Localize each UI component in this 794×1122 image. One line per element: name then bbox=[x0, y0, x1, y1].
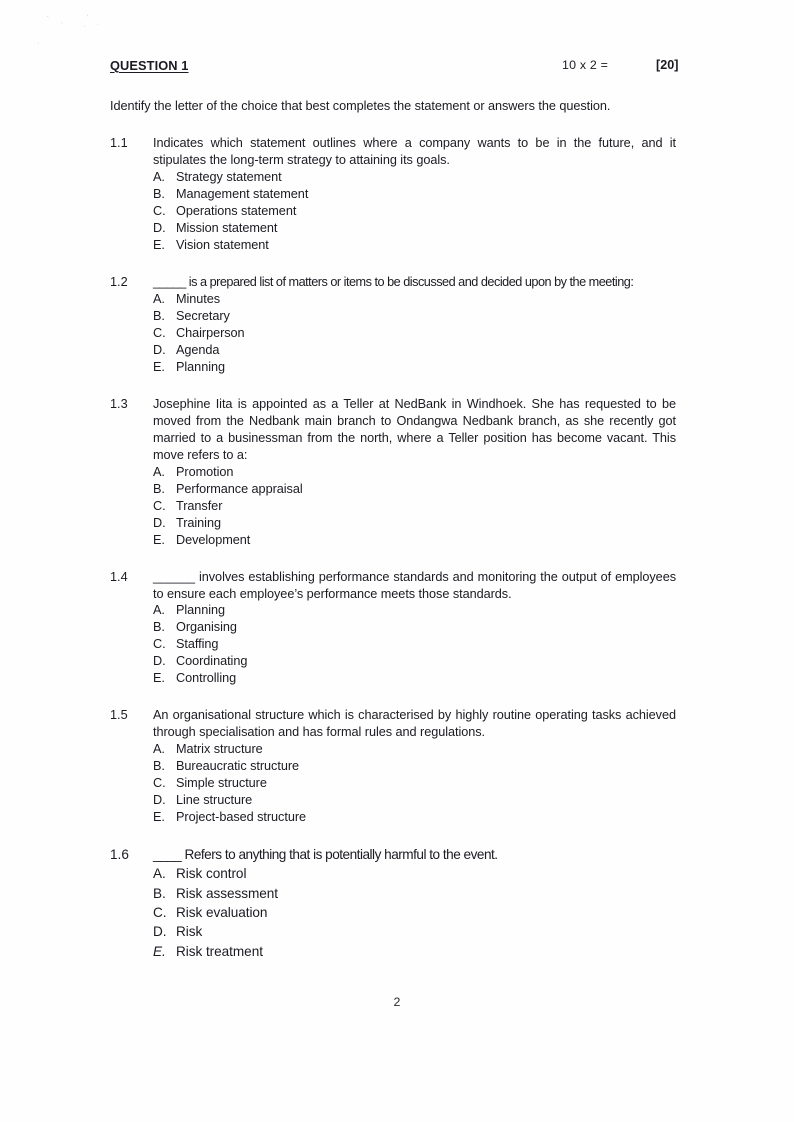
option-text: Risk bbox=[176, 924, 203, 940]
page-number: 2 bbox=[393, 995, 401, 1009]
marks-calculation: 10 x 2 = bbox=[562, 58, 609, 72]
option-letter: A. bbox=[153, 291, 165, 306]
option-text: Risk evaluation bbox=[176, 905, 268, 920]
option-item[interactable] bbox=[153, 636, 676, 653]
option-letter: A. bbox=[153, 603, 165, 618]
question-stem: Indicates which statement outlines where a company wants to be in the future, and it stipulates the long-term strategy to attaining its goals. bbox=[153, 136, 676, 168]
option-letter: D. bbox=[153, 654, 166, 669]
option-text: Mission statement bbox=[176, 220, 278, 235]
option-item[interactable] bbox=[153, 464, 676, 481]
option-list bbox=[153, 291, 676, 376]
scan-smudge-mark: ′ bbox=[85, 12, 93, 22]
option-letter: C. bbox=[153, 905, 167, 920]
option-item[interactable] bbox=[153, 169, 676, 186]
option-list bbox=[153, 602, 676, 687]
question-number: 1.1 bbox=[110, 136, 128, 151]
option-letter: D. bbox=[153, 793, 166, 808]
option-letter: C. bbox=[153, 776, 166, 791]
option-item[interactable] bbox=[153, 359, 676, 376]
page-title: QUESTION 1 bbox=[110, 58, 189, 73]
question-stem: ______ involves establishing performance standards and monitoring the output of employees to ensure each employee’s performance meets those standards. bbox=[153, 569, 676, 601]
option-item[interactable] bbox=[153, 670, 676, 687]
option-text: Minutes bbox=[176, 291, 221, 306]
option-text: Controlling bbox=[176, 671, 237, 686]
option-item[interactable] bbox=[153, 515, 676, 532]
option-letter: E. bbox=[153, 943, 166, 959]
option-letter: B. bbox=[153, 186, 165, 201]
option-list bbox=[153, 741, 676, 826]
option-item[interactable] bbox=[153, 186, 676, 203]
option-letter: B. bbox=[153, 620, 165, 635]
question-number: 1.3 bbox=[110, 396, 128, 411]
option-text: Vision statement bbox=[176, 237, 269, 252]
option-item[interactable] bbox=[153, 758, 676, 775]
option-list bbox=[153, 864, 676, 960]
option-text: Risk treatment bbox=[176, 943, 263, 959]
option-text: Agenda bbox=[176, 342, 220, 357]
option-item[interactable] bbox=[153, 325, 676, 342]
option-item[interactable] bbox=[153, 809, 676, 826]
option-letter: A. bbox=[153, 742, 165, 757]
option-text: Risk assessment bbox=[176, 885, 278, 901]
option-item[interactable] bbox=[153, 792, 676, 809]
option-letter: A. bbox=[153, 866, 166, 882]
option-item[interactable] bbox=[153, 653, 676, 670]
option-item[interactable] bbox=[153, 203, 676, 220]
option-text: Risk control bbox=[176, 866, 247, 882]
option-item[interactable] bbox=[153, 942, 676, 961]
option-text: Bureaucratic structure bbox=[176, 759, 300, 774]
option-letter: B. bbox=[153, 481, 165, 496]
question-item-1-4 bbox=[110, 569, 676, 688]
option-letter: A. bbox=[153, 464, 165, 479]
option-text: Management statement bbox=[176, 186, 309, 201]
option-letter: D. bbox=[153, 220, 166, 235]
option-list bbox=[153, 464, 676, 549]
option-item[interactable] bbox=[153, 291, 676, 308]
option-item[interactable] bbox=[153, 220, 676, 237]
option-text: Training bbox=[176, 515, 221, 530]
option-letter: C. bbox=[153, 637, 166, 652]
option-letter: A. bbox=[153, 169, 165, 184]
option-letter: C. bbox=[153, 203, 166, 218]
question-number: 1.6 bbox=[110, 847, 129, 863]
question-number: 1.2 bbox=[110, 275, 128, 289]
option-item[interactable] bbox=[153, 775, 676, 792]
scan-smudge-mark: ’ bbox=[36, 40, 42, 50]
question-stem: An organisational structure which is characterised by highly routine operating tasks achieved through specialisation and has formal rules and regulations. bbox=[153, 708, 676, 740]
option-text: Planning bbox=[176, 603, 225, 618]
scan-smudge-mark: ‵ bbox=[46, 14, 52, 27]
option-text: Project-based structure bbox=[176, 810, 307, 825]
option-item[interactable] bbox=[153, 741, 676, 758]
option-letter: D. bbox=[153, 342, 166, 357]
option-letter: B. bbox=[153, 885, 166, 901]
option-letter: C. bbox=[153, 325, 166, 340]
option-text: Promotion bbox=[176, 464, 234, 479]
question-stem: ____ Refers to anything that is potentially harmful to the event. bbox=[153, 847, 498, 863]
instruction-text: Identify the letter of the choice that best completes the statement or answers the question. bbox=[110, 99, 611, 113]
question-item-1-6 bbox=[110, 846, 676, 961]
option-letter: D. bbox=[153, 924, 167, 940]
option-item[interactable] bbox=[153, 884, 676, 903]
question-item-1-5 bbox=[110, 707, 676, 826]
option-item[interactable] bbox=[153, 922, 676, 941]
option-text: Secretary bbox=[176, 308, 230, 323]
option-letter: E. bbox=[153, 671, 165, 686]
option-text: Development bbox=[176, 532, 251, 547]
option-letter: C. bbox=[153, 498, 166, 513]
question-stem: _____ is a prepared list of matters or items to be discussed and decided upon by the meeting: bbox=[153, 275, 634, 289]
option-letter: B. bbox=[153, 308, 165, 323]
option-text: Matrix structure bbox=[176, 742, 263, 757]
option-item[interactable] bbox=[153, 481, 676, 498]
option-letter: E. bbox=[153, 810, 165, 825]
option-text: Simple structure bbox=[176, 776, 267, 791]
option-text: Transfer bbox=[176, 498, 223, 513]
scan-smudge-mark: · bbox=[95, 20, 99, 30]
scan-smudge-mark: ˚ bbox=[83, 25, 87, 33]
option-item[interactable] bbox=[153, 237, 676, 254]
option-text: Line structure bbox=[176, 793, 253, 808]
option-list bbox=[153, 169, 676, 254]
option-letter: E. bbox=[153, 359, 165, 374]
option-text: Strategy statement bbox=[176, 169, 282, 184]
option-item[interactable] bbox=[153, 864, 676, 883]
question-item-1-1 bbox=[110, 135, 676, 254]
option-item[interactable] bbox=[153, 619, 676, 636]
option-item[interactable] bbox=[153, 532, 676, 549]
question-number: 1.4 bbox=[110, 569, 128, 584]
option-letter: D. bbox=[153, 515, 166, 530]
option-item[interactable] bbox=[153, 903, 676, 922]
option-letter: E. bbox=[153, 237, 165, 252]
option-letter: E. bbox=[153, 532, 165, 547]
question-header bbox=[110, 58, 679, 80]
option-item[interactable] bbox=[153, 342, 676, 359]
question-item-1-2 bbox=[110, 274, 676, 376]
question-item-1-3 bbox=[110, 396, 676, 549]
option-text: Planning bbox=[176, 359, 225, 374]
option-text: Coordinating bbox=[176, 654, 248, 669]
question-number: 1.5 bbox=[110, 708, 128, 723]
marks-total-badge: [20] bbox=[656, 58, 679, 72]
option-text: Chairperson bbox=[176, 325, 245, 340]
scan-smudge-mark: ˜ bbox=[59, 20, 64, 30]
question-stem: Josephine Iita is appointed as a Teller at NedBank in Windhoek. She has requested to be moved from the Nedbank main branch to Ondangwa Nedbank branch, as she recently got married to a businessman from the north, where a Teller position has become vacant. This move refers to a: bbox=[153, 396, 676, 462]
option-text: Operations statement bbox=[176, 203, 297, 218]
option-item[interactable] bbox=[153, 602, 676, 619]
option-text: Performance appraisal bbox=[176, 481, 303, 496]
option-letter: B. bbox=[153, 759, 165, 774]
option-text: Organising bbox=[176, 620, 237, 635]
option-item[interactable] bbox=[153, 308, 676, 325]
page-content bbox=[110, 58, 679, 961]
option-item[interactable] bbox=[153, 498, 676, 515]
option-text: Staffing bbox=[176, 637, 219, 652]
